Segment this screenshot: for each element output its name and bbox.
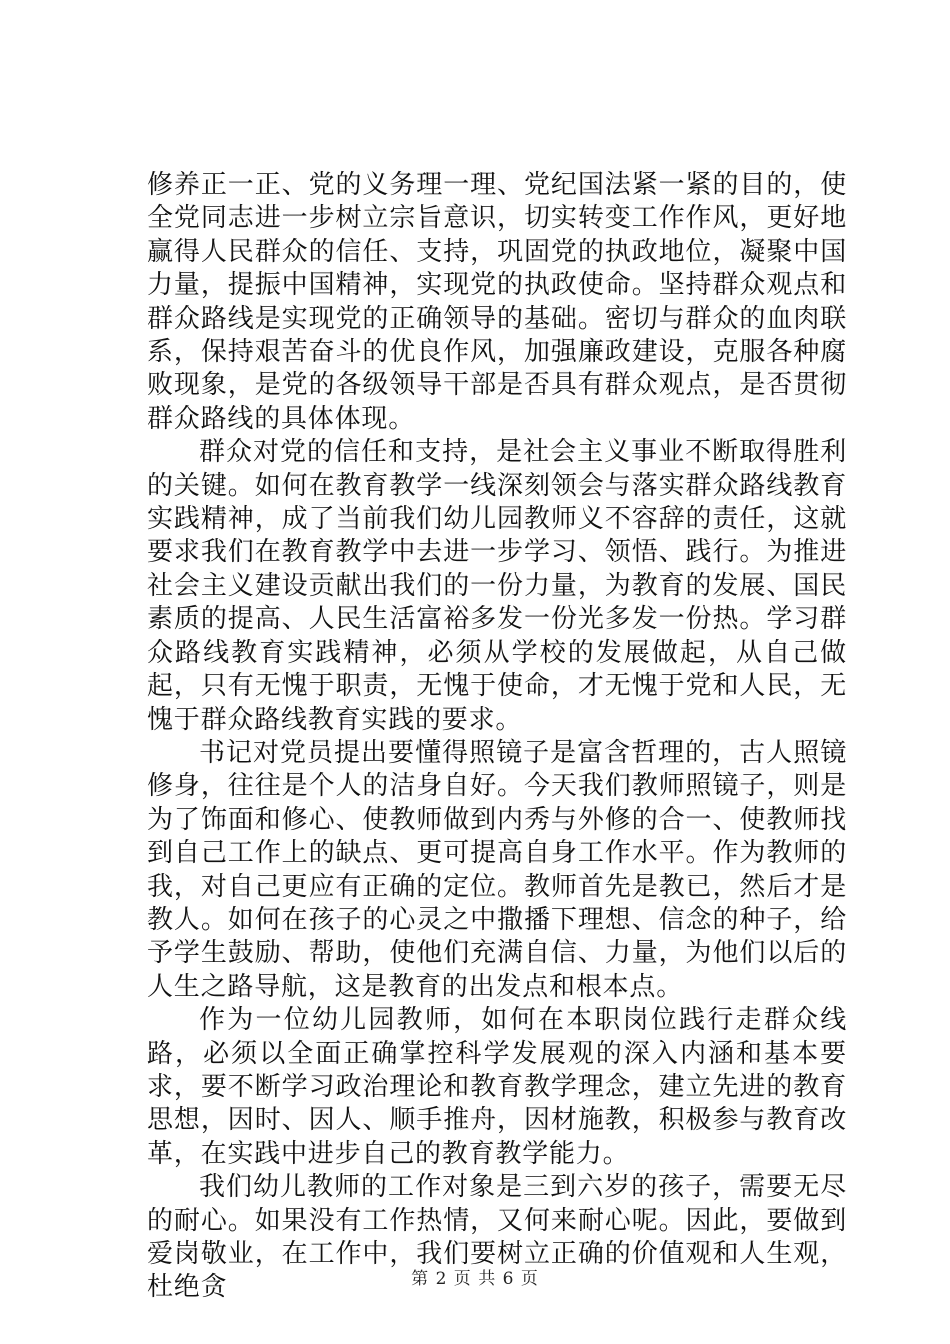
paragraph: 修养正一正、党的义务理一理、党纪国法紧一紧的目的，使全党同志进一步树立宗旨意识，切实转变工作作风，更好地赢得人民群众的信任、支持，巩固党的执政地位，凝聚中国力量，提振中国精神，实现党的执政使命。坚持群众观点和群众路线是实现党的正确领导的基础。密切与群众的血肉联系，保持艰苦奋斗的优良作风，加强廉政建设，克服各种腐败现象，是党的各级领导干部是否具有群众观点，是否贯彻群众路线的具体体现。 [147, 170, 847, 434]
paragraph: 作为一位幼儿园教师，如何在本职岗位践行走群众线路，必须以全面正确掌控科学发展观的深入内涵和基本要求，要不断学习政治理论和教育教学理念，建立先进的教育思想，因时、因人、顺手推舟，因材施教，积极参与教育改革，在实践中进步自己的教育教学能力。 [147, 1005, 847, 1169]
paragraph: 书记对党员提出要懂得照镜子是富含哲理的，古人照镜修身，往往是个人的洁身自好。今天我们教师照镜子，则是为了饰面和修心、使教师做到内秀与外修的合一、使教师找到自己工作上的缺点、更可提高自身工作水平。作为教师的我，对自己更应有正确的定位。教师首先是教已，然后才是教人。如何在孩子的心灵之中撒播下理想、信念的种子，给予学生鼓励、帮助，使他们充满自信、力量，为他们以后的人生之路导航，这是教育的出发点和根本点。 [147, 737, 847, 1002]
paragraph: 群众对党的信任和支持，是社会主义事业不断取得胜利的关键。如何在教育教学一线深刻领会与落实群众路线教育实践精神，成了当前我们幼儿园教师义不容辞的责任，这就要求我们在教育教学中去进一步学习、领悟、践行。为推进社会主义建设贡献出我们的一份力量，为教育的发展、国民素质的提高、人民生活富裕多发一份光多发一份热。学习群众路线教育实践精神，必须从学校的发展做起，从自己做起，只有无愧于职责，无愧于使命，才无愧于党和人民，无愧于群众路线教育实践的要求。 [147, 437, 847, 735]
document-body [147, 169, 847, 1305]
page-number-label: 第 2 页 共 6 页 [411, 1269, 539, 1289]
paragraph: 我们幼儿教师的工作对象是三到六岁的孩子，需要无尽的耐心。如果没有工作热情，又何来耐心呢。因此，要做到爱岗敬业，在工作中，我们要树立正确的价值观和人生观，杜绝贪 [147, 1172, 847, 1303]
page-footer [0, 1264, 950, 1289]
